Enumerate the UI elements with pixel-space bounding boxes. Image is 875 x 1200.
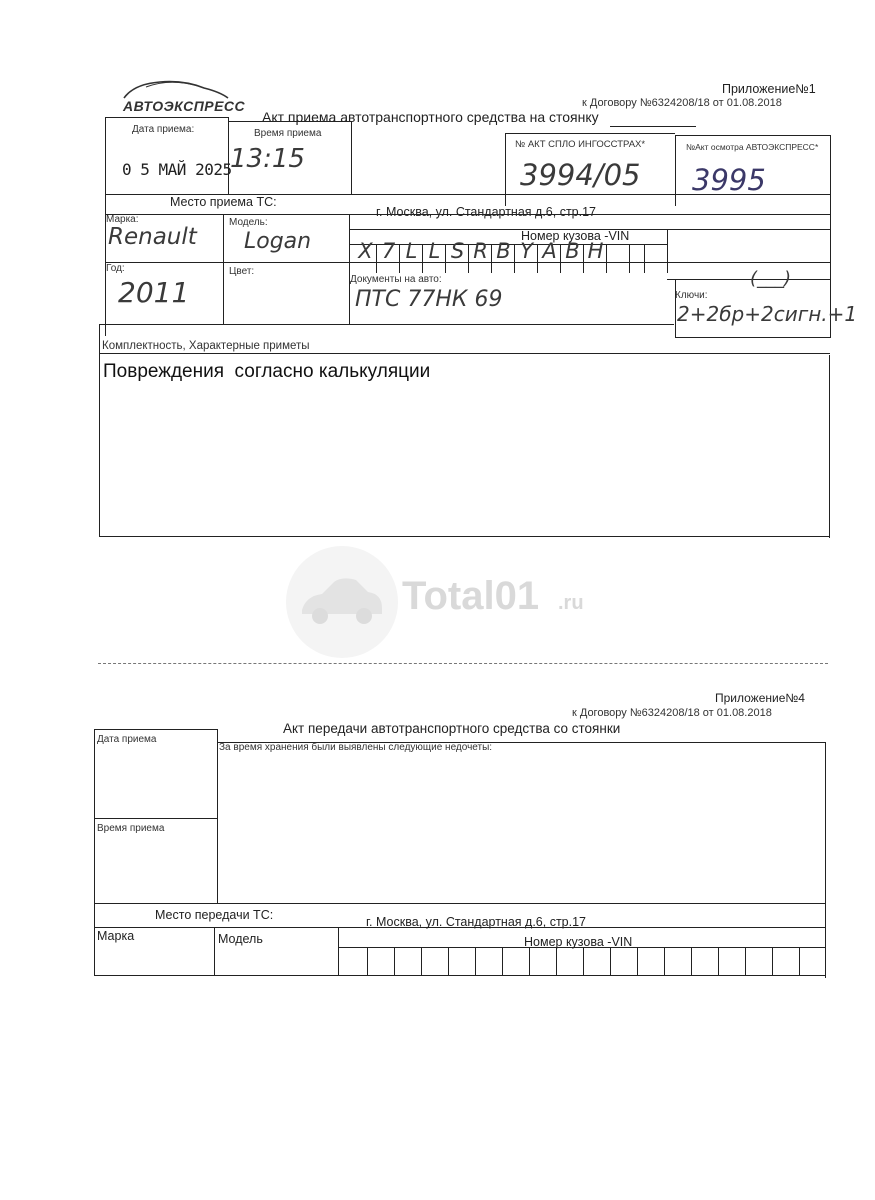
vin-char: 7 [381,239,396,263]
watermark-text: Total01 [402,574,540,618]
year-value: 2011 [118,276,190,309]
keys-value: 2+2бр+2сигн.+1 [677,302,858,326]
car-watermark-icon [296,574,388,630]
logo-text: АВТОЭКСПРЕСС [123,98,246,114]
inspection-number: 3995 [692,163,766,197]
vin-char: X [358,239,373,263]
form-title: Акт приема автотранспортного средства на стоянку [262,109,599,125]
inspection-label: №Акт осмотра АВТОЭКСПРЕСС* [686,142,819,152]
cut-line [98,663,828,664]
keys-label: Ключи: [675,290,708,301]
time-label-2: Время приема [97,823,165,834]
vin-char: B [565,239,580,263]
docs-value: ПТС 77НК 69 [355,287,503,312]
brand-label: Марка: [106,214,139,225]
model-label: Модель: [229,217,268,228]
brand-value: Renault [108,224,197,250]
model-label-2: Модель [218,932,263,946]
completeness-value: Повреждения согласно калькуляции [103,361,431,382]
contract-reference: к Договору №6324208/18 от 01.08.2018 [582,97,782,109]
act-number: 3994/05 [520,158,641,192]
time-value: 13:15 [230,144,305,174]
defects-label: За время хранения были выявлены следующие недочеты: [219,742,493,753]
appendix-label: Приложение№1 [722,82,816,96]
vin-char: L [428,239,441,263]
time-label: Время приема [254,128,322,139]
contract-reference-2: к Договору №6324208/18 от 01.08.2018 [572,707,772,719]
keys-bracket: (___) [750,268,792,289]
date-label-2: Дата приема [97,734,157,745]
vin-char: B [496,239,511,263]
date-label: Дата приема: [132,124,195,135]
vin-char: Y [520,239,533,263]
year-label: Год: [106,263,125,274]
vin-char: A [542,239,557,263]
vin-label: Номер кузова -VIN [521,229,630,243]
vin-char: H [587,239,604,263]
vin-char: L [405,239,418,263]
watermark-suffix: .ru [558,592,584,614]
place-label: Место приема ТС: [170,195,277,209]
vin-label-2: Номер кузова -VIN [524,935,633,949]
model-value: Logan [244,229,312,254]
vin-char: R [473,239,488,263]
vin-char: S [450,239,465,263]
act-label: № АКТ СПЛО ИНГОССТРАХ* [515,139,646,150]
appendix-label-2: Приложение№4 [715,691,805,705]
brand-label-2: Марка [97,929,135,943]
docs-label: Документы на авто: [350,274,442,285]
place-address: г. Москва, ул. Стандартная д.6, стр.17 [376,205,596,219]
form-title-2: Акт передачи автотранспортного средства со стоянки [283,721,621,736]
date-stamp: 0 5 МАЙ 2025 [122,160,232,179]
place-address-2: г. Москва, ул. Стандартная д.6, стр.17 [366,915,586,929]
color-label: Цвет: [229,266,255,277]
car-logo-icon [120,78,232,100]
completeness-label: Комплектность, Характерные приметы [102,340,310,352]
place-label-2: Место передачи ТС: [155,908,274,922]
vin-characters [354,239,607,263]
